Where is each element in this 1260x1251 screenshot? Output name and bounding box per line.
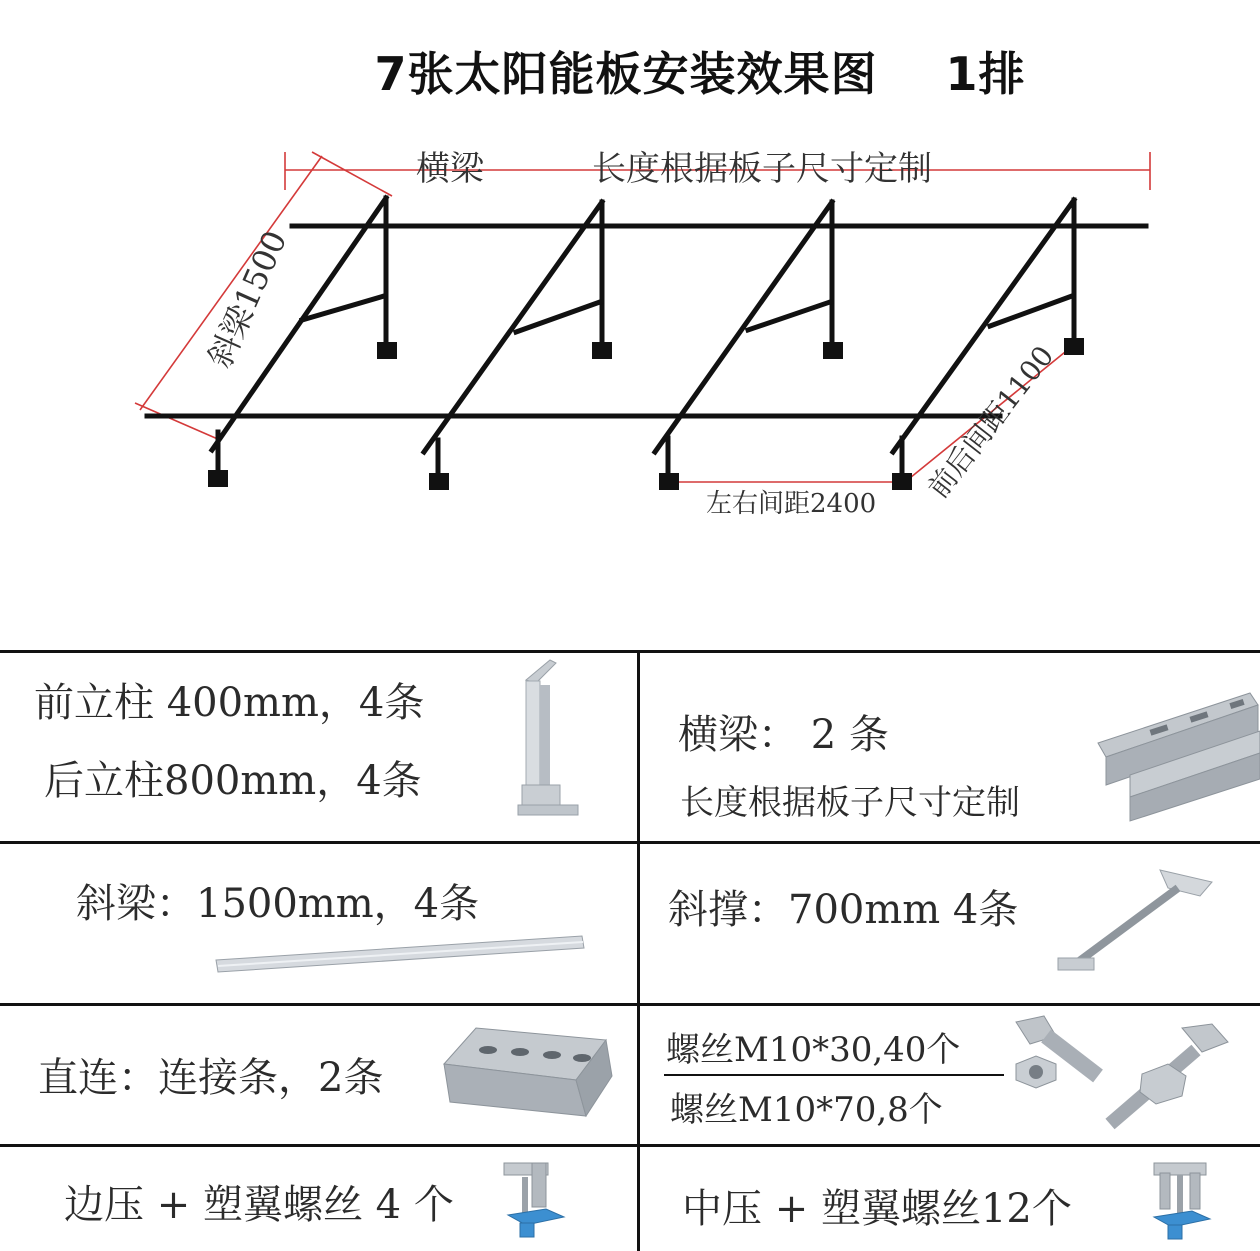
diagonal-dimension-tick-bottom: [135, 403, 220, 440]
part-edge-clamp-line1: 边压 + 塑翼螺丝 4 个: [64, 1182, 454, 1228]
row-spacing-label: 前后间距1100: [921, 339, 1061, 505]
connector-image: [436, 1020, 616, 1130]
diagonal-beam-image: [210, 932, 590, 977]
part-bolts-line1: 螺丝M10*30,40个: [666, 1030, 961, 1070]
edge-clamp-image: [496, 1157, 576, 1243]
part-bolts: [640, 1006, 1260, 1144]
crossbeam-label: 横梁: [416, 149, 484, 189]
strut-channel-image: [1080, 683, 1260, 823]
part-crossbeam-line1: 横梁： 2 条: [678, 712, 889, 758]
rear-footing-2: [592, 342, 612, 359]
part-posts-line1: 前立柱 400mm，4条: [34, 680, 425, 726]
bolts-divider: [664, 1074, 1004, 1076]
mounting-structure-diagram: [0, 120, 1260, 640]
truss-2: [424, 202, 602, 476]
rear-footing-4: [1064, 338, 1084, 355]
parts-list: [0, 648, 1260, 1251]
part-connector: [0, 1006, 637, 1144]
part-bolts-line2: 螺丝M10*70,8个: [670, 1090, 943, 1130]
part-brace: [640, 844, 1260, 1003]
part-connector-line1: 直连：连接条，2条: [38, 1055, 384, 1101]
part-mid-clamp-line1: 中压 + 塑翼螺丝12个: [682, 1186, 1072, 1232]
part-crossbeam: [640, 653, 1260, 841]
page-title: [0, 38, 1260, 104]
part-diagonal: [0, 844, 637, 1003]
column-spacing-label: 左右间距2400: [706, 489, 877, 519]
front-footing-2: [429, 473, 449, 490]
bolts-image: [1006, 1012, 1260, 1140]
diagonal-label: 斜梁1500: [200, 224, 295, 374]
brace-image: [1050, 862, 1220, 982]
front-footing-4: [892, 473, 912, 490]
title-rows: 1排: [945, 47, 1026, 101]
part-posts: [0, 653, 637, 841]
truss-3: [655, 202, 832, 476]
part-edge-clamp: [0, 1147, 637, 1251]
part-crossbeam-line2: 长度根据板子尺寸定制: [680, 783, 1020, 823]
crossbeam-note: 长度根据板子尺寸定制: [592, 149, 932, 189]
front-footing-1: [208, 470, 228, 487]
part-brace-line1: 斜撑：700mm 4条: [668, 887, 1019, 933]
rear-footing-1: [377, 342, 397, 359]
part-diagonal-line1: 斜梁：1500mm，4条: [76, 881, 480, 927]
rear-footing-3: [823, 342, 843, 359]
front-footing-3: [659, 473, 679, 490]
diagonal-dimension-tick-top: [312, 152, 392, 196]
part-mid-clamp: [640, 1147, 1260, 1251]
title-main: 7张太阳能板安装效果图: [374, 47, 878, 101]
part-posts-line2: 后立柱800mm，4条: [44, 758, 422, 804]
post-image: [500, 655, 590, 830]
mid-clamp-image: [1140, 1159, 1220, 1245]
